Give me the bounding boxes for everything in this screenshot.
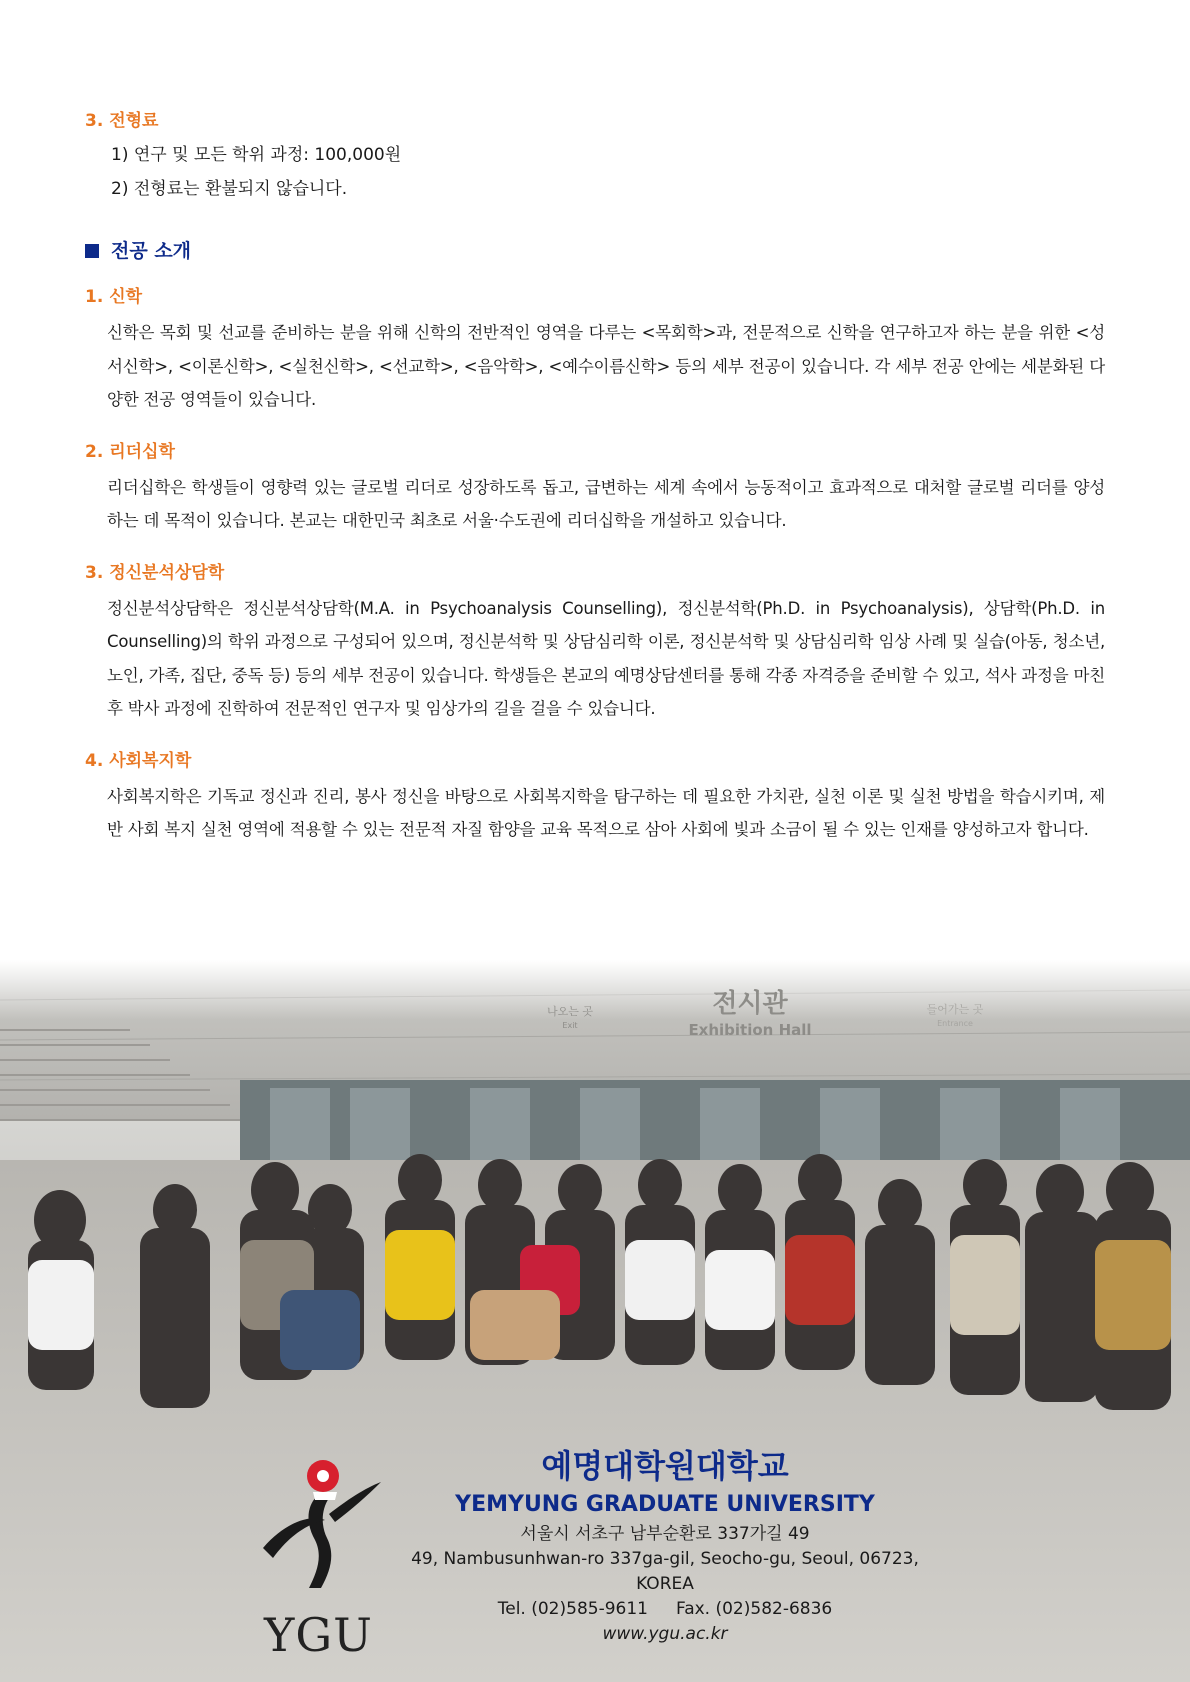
major-psychoanalysis (85, 560, 1105, 726)
major-description: 신학은 목회 및 선교를 준비하는 분을 위해 신학의 전반적인 영역을 다루는 <목회학>과, 전문적으로 신학을 연구하고자 하는 분을 위한 <성서신학>, <이론신학>, <실천신학>, <선교학>, <음악학>, <예수이름신학> 등의 세부 전공이 있습니다. 각 세부 전공 안에는 세분화된 다양한 전공 영역들이 있습니다. (107, 323, 1105, 409)
main-content (85, 108, 1105, 847)
fax-number: Fax. (02)582-6836 (675, 1599, 833, 1619)
contact-line (390, 1597, 940, 1622)
fee-item: 1) 연구 및 모든 학위 과정: 100,000원 (111, 145, 402, 165)
fee-heading: 3. 전형료 (85, 111, 159, 131)
major-heading: 2. 리더십학 (85, 441, 175, 462)
hall-sign-en: Exhibition Hall (688, 1021, 812, 1039)
university-name-en: YEMYUNG GRADUATE UNIVERSITY (455, 1492, 875, 1517)
major-social-welfare (85, 748, 1105, 847)
square-bullet-icon (85, 244, 99, 258)
website-link[interactable]: www.ygu.ac.kr (602, 1624, 728, 1644)
major-description: 정신분석상담학은 정신분석상담학(M.A. in Psychoanalysis Counselling), 정신분석학(Ph.D. in Psychoanalysis), 상담학(Ph.D. in Counselling)의 학위 과정으로 구성되어 있으며, 정신분석학 및 상담심리학 이론, 정신분석학 및 상담심리학 임상 사례 및 실습(아동, 청소년, 노인, 가족, 집단, 중독 등) 등의 세부 전공이 있습니다. 학생들은 본교의 예명상담센터를 통해 각종 자격증을 준비할 수 있고, 석사 과정을 마친 후 박사 과정에 진학하여 전문적인 연구자 및 임상가의 길을 걸을 수 있습니다. (107, 598, 1106, 718)
address-ko: 서울시 서초구 남부순환로 337가길 49 (520, 1524, 810, 1544)
major-heading: 3. 정신분석상담학 (85, 562, 225, 583)
hall-sign-ko: 전시관 (712, 989, 788, 1019)
entrance-sign-ko: 들어가는 곳 (926, 1003, 984, 1016)
university-info (390, 1440, 940, 1647)
majors-title-text: 전공 소개 (111, 240, 192, 262)
address-en: 49, Nambusunhwan-ro 337ga-gil, Seocho-gu, Seoul, 06723, KOREA (411, 1549, 919, 1594)
fee-list (111, 138, 1105, 206)
exit-sign-ko: 나오는 곳 (546, 1005, 594, 1018)
major-heading: 1. 신학 (85, 287, 143, 307)
logo-text: YGU (264, 1608, 373, 1662)
footer (0, 1440, 1190, 1682)
fee-item: 2) 전형료는 환불되지 않습니다. (111, 179, 348, 199)
majors-title (85, 236, 1105, 266)
major-theology (85, 284, 1105, 417)
major-description: 사회복지학은 기독교 정신과 진리, 봉사 정신을 바탕으로 사회복지학을 탐구하는 데 필요한 가치관, 실천 이론 및 실천 방법을 학습시키며, 제반 사회 복지 실천 영역에 적용할 수 있는 전문적 자질 함양을 교육 목적으로 삼아 사회에 빛과 소금이 될 수 있는 인재를 양성하고자 합니다. (107, 786, 1105, 839)
major-leadership (85, 439, 1105, 538)
ygu-logo-icon (255, 1448, 385, 1618)
major-description: 리더십학은 학생들이 영향력 있는 글로벌 리더로 성장하도록 돕고, 급변하는 세계 속에서 능동적이고 효과적으로 대처할 글로벌 리더를 양성하는 데 목적이 있습니다. 본교는 대한민국 최초로 서울·수도권에 리더십학을 개설하고 있습니다. (107, 477, 1105, 530)
major-heading: 4. 사회복지학 (85, 750, 192, 771)
entrance-sign-en: Entrance (937, 1019, 973, 1028)
phone-number: Tel. (02)585-9611 (497, 1599, 648, 1619)
university-name-ko: 예명대학원대학교 (541, 1447, 789, 1485)
exit-sign-en: Exit (562, 1021, 578, 1030)
